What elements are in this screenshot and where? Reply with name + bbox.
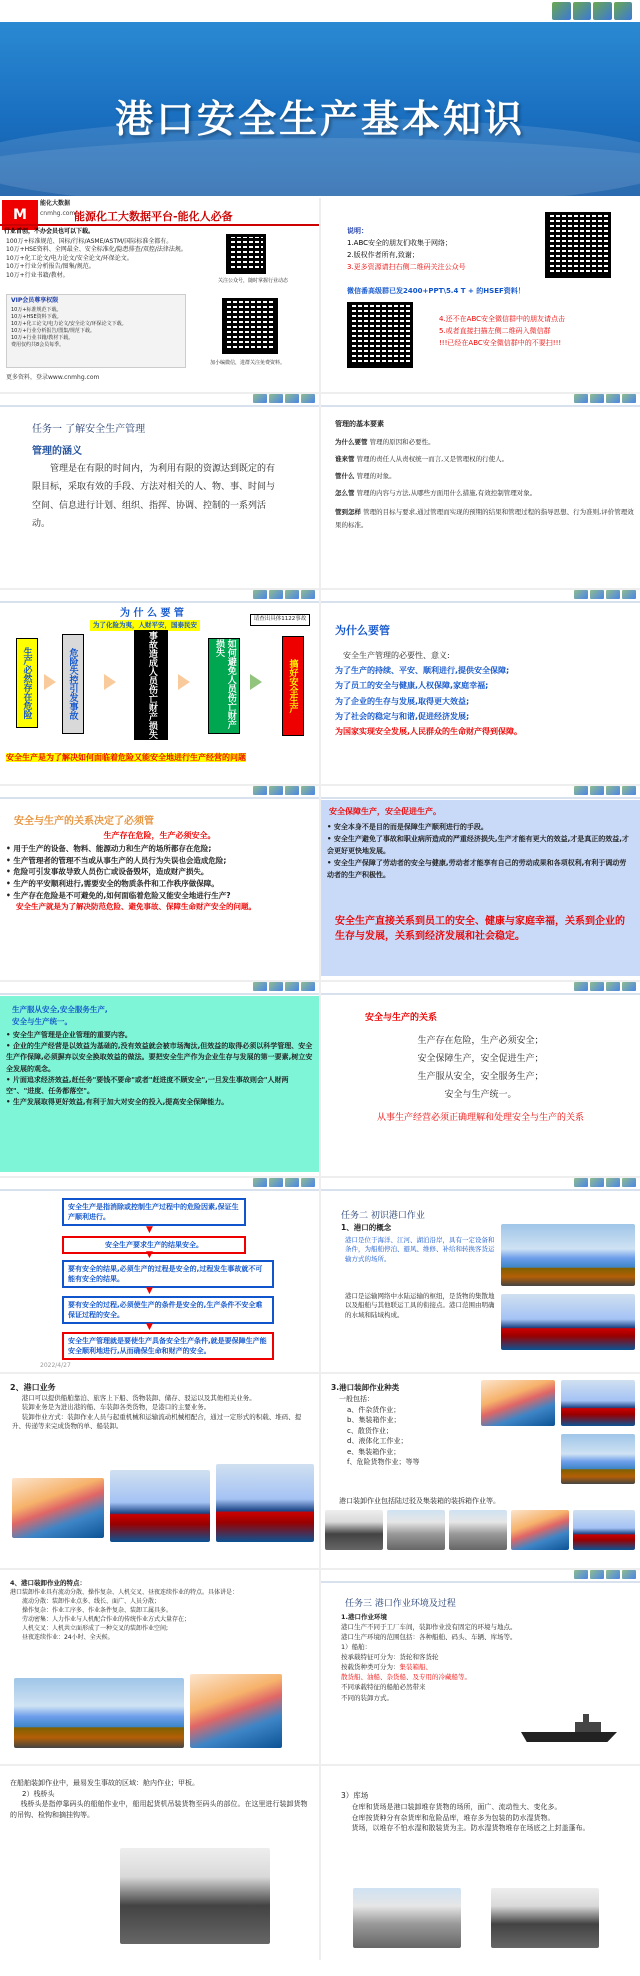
list-item: 不同的装卸方式。 (341, 1693, 393, 1702)
list-item: 10万+HSE资料、全网最全、安全标准化/隐患排查/双控/法律法规。 (6, 246, 187, 254)
flow-block: 搞好安全生产 (282, 636, 304, 736)
content-panel (0, 996, 319, 1172)
arrow-right-icon (250, 674, 262, 690)
slide-date: 2022/4/27 (40, 1362, 71, 1369)
section-subtitle: 3.港口装卸作业种类 (331, 1383, 400, 1392)
business-text (12, 1394, 312, 1432)
flow-box: 要有安全的过程,必须使生产的条件是安全的,生产条件不安全难保证过程的安全。 (62, 1296, 274, 1324)
intro-text: 安全生产管理的必要性、意义: (343, 651, 450, 660)
list-item: 管什么 管理的对象。 (335, 472, 396, 481)
divider (0, 1189, 319, 1191)
list-item: • 生产的平安顺利进行,需要安全的物质条件和工作秩序做保障。 (6, 878, 219, 888)
notes-line: !!!已经在ABC安全微信群中的不要扫!!! (439, 339, 562, 347)
slide-ad-platform (0, 198, 319, 392)
ad-perk-list (6, 238, 216, 280)
intro-text: 港口装卸作业具有流动分散、操作复杂、人机交叉、昼夜连续作业的特点。具体讲是： (10, 1589, 239, 1596)
header-logo-strip (574, 590, 636, 600)
notes-line: 5.或者直接扫描左侧二维码入微信群 (439, 327, 551, 335)
list-item: e、集装箱作业； (347, 1447, 401, 1456)
wechat-note: 微信番高级群已发2400+PPT\5.4 T + 的HSEF资料！ (347, 287, 525, 295)
list-item: c、散货作业； (347, 1426, 393, 1435)
port-photo (216, 1464, 314, 1542)
port-photo (14, 1678, 184, 1748)
flow-block: 生产必然存在危险 (16, 638, 38, 728)
relation-lines (321, 1032, 640, 1104)
body-paragraph: 仓库和货场是港口装卸堆存货物的场所，面广、流动性大、变化多。 (351, 1803, 562, 1811)
slide-relation (321, 982, 640, 1176)
task-title: 任务三 港口作业环境及过程 (345, 1599, 456, 1609)
header-logo-strip (253, 590, 315, 600)
list-item: • 企业的生产经营是以效益为基础的,没有效益就会被市场淘汰,但效益的取得必须以科学管理、安全生产作保障,必须摒弃以安全换取效益的做法。要把安全生产作为企业生存与发展的第一要素,树立安全发展的观念。 (6, 1042, 313, 1073)
list-item: a、件杂货作业； (347, 1405, 401, 1414)
divider (321, 1581, 640, 1583)
divider (0, 993, 319, 995)
flow-box: 安全生产是指消除或控制生产过程中的危险因素,保证生产顺利进行。 (62, 1198, 246, 1226)
flow-box: 安全生产要求生产的结果安全。 (62, 1236, 246, 1254)
header-logo-strip (574, 982, 636, 992)
list-item: • 用于生产的设备、物料、能源动力和生产的场所都存在危险; (6, 844, 212, 853)
slide-task2 (321, 1178, 640, 1372)
list-item: • 生产管理者的管理不当或从事生产的人员行为失误也会造成危险; (6, 855, 227, 865)
list-item: • 生产存在危险是不可避免的,如何面临着危险又能安全地进行生产? (6, 890, 231, 900)
list-item: 10万+标准规范下载。 (11, 307, 62, 314)
ad-free-note: 行业首创，不办会员也可以下载。 (4, 228, 95, 235)
list-item: 怎么管 管理的内容与方法,从哪些方面用什么措施,有效控制管理对象。 (335, 489, 537, 498)
list-item: • 片面追求经济效益,赶任务"要钱不要命"或者"赶进度不顾安全",一旦发生事故则会"人财两空"、"进度、任务都落空"。 (6, 1075, 289, 1095)
section-subtitle: 2、港口业务 (10, 1383, 56, 1392)
warehouse-text (341, 1802, 635, 1834)
list-item: • 安全生产避免了事故和职业病所造成的严重经济损失,生产才能有更大的效益,才是真正的效益,才会更好更快地发展。 (327, 834, 629, 855)
list-item: 不同承载特征的船舶必然带来 (341, 1683, 426, 1692)
slide-trestle (0, 1766, 319, 1960)
ad-headline: 能源化工大数据平台-能化人必备 (74, 210, 233, 223)
list-item: 人机交叉：人机共立面形成了一种交叉的装卸作业空间; (22, 1625, 169, 1632)
key-message: 安全生产直接关系到员工的安全、健康与家庭幸福，关系到企业的生存与发展，关系到经济发展和社会稳定。 (335, 916, 625, 942)
divider (0, 224, 319, 226)
divider (321, 993, 640, 995)
list-item: 港口生产不同于工厂车间，装卸作业没有固定的环境与地点。 (341, 1623, 517, 1632)
qr-code-icon (226, 234, 266, 274)
conclusion: 从事生产经营必须正确理解和处理安全与生产的关系 (376, 1113, 584, 1123)
env-text (341, 1612, 635, 1703)
list-item: 为了社会的稳定与和谐,促进经济发展; (335, 711, 470, 721)
task-title: 任务二 初识港口作业 (341, 1211, 425, 1221)
page-title: 港口安全生产基本知识 (114, 97, 525, 141)
list-item: 10万+行业分析报告/图集/规范。 (6, 263, 95, 271)
divider (0, 784, 640, 786)
list-item: 为了员工的安全与健康,人权保障,家庭幸福; (335, 681, 489, 691)
flow-block: 事故造成人员伤亡财产损失 (134, 630, 168, 740)
header-logo-strip (574, 394, 636, 404)
port-photo (190, 1674, 282, 1748)
arrow-down-icon: ▼ (146, 1322, 153, 1332)
decor-wave (0, 138, 640, 196)
arrow-right-icon (178, 674, 190, 690)
body-paragraph: 货场，以堆存不怕水湿和散装货为主。防水湿货物堆存在场底之上封盖蓬布。 (351, 1824, 590, 1832)
body-paragraph: 栈桥头是指停靠码头的船舶作业中，船用起货机吊装货物至码头的部位。在这里进行装卸货物的吊钩、检钩和摘挂钩等。 (10, 1800, 308, 1819)
why-list (335, 648, 635, 739)
trestle-text (10, 1778, 310, 1820)
slide-relation-must (0, 786, 319, 980)
list-item: 散货船、油船、杂货船、及专用的冷藏船等。 (341, 1673, 471, 1682)
slide-why-manage (321, 590, 640, 784)
divider (319, 198, 321, 1960)
port-photo (561, 1434, 635, 1484)
serve-list (6, 1030, 314, 1108)
list-item: 按承载特征可分为：货轮和客货轮 (341, 1653, 439, 1662)
elements-list (335, 438, 635, 531)
arrow-down-icon: ▼ (146, 1286, 153, 1296)
list-item: • 安全生产保障了劳动者的安全与健康,劳动者才能享有自己的劳动成果和各项权利,有利于调动劳动者的生产积极性。 (327, 858, 627, 879)
header-logo-strip (253, 1178, 315, 1188)
notes-heading: 说明： (347, 227, 368, 235)
slide-warehouse (321, 1766, 640, 1960)
body-paragraph: 港口装卸作业包括陆过驳及集装箱的装拆箱作业等。 (339, 1497, 500, 1505)
list-item: 为什么要管 管理的原因和必要性。 (335, 438, 435, 446)
divider (0, 1764, 640, 1766)
slide-title: 安全与生产的关系决定了必须管 (14, 816, 154, 827)
port-photo (325, 1510, 383, 1550)
slide-port-business (0, 1374, 319, 1568)
body-paragraph: 装卸作业方式：装卸作业人员与起重机械和运输流动机械相配合，通过一定形式的积载、堆码、提升、传递等来完成货物的单、船装卸。 (12, 1412, 302, 1431)
list-item: 10万+HSE资料下载。 (11, 314, 62, 321)
list-item: 生产服从安全，安全服务生产； (417, 1072, 544, 1082)
list-item: 10万+行业分析报告/图集/规范下载。 (11, 328, 95, 335)
port-photo (110, 1470, 210, 1542)
divider (0, 392, 640, 394)
list-item: 100万+标准规范、国标/行标/ASME/ASTM/国际标准全都有。 (6, 238, 173, 245)
slide-notes (321, 198, 640, 392)
task-title: 任务一 了解安全生产管理 (32, 424, 146, 435)
list-item: b、集装箱作业； (347, 1416, 401, 1424)
body-paragraph: 港口可以提供船舶靠泊、旅客上下船、货物装卸、储存、驳运以及其他相关业务。 (21, 1394, 256, 1402)
ad-footer[interactable]: 更多资料，登录www.cnmhg.com (6, 374, 100, 381)
header-logo-strip (574, 786, 636, 796)
port-photo (481, 1380, 555, 1426)
list-item: 10万+行业书籍/教材。 (6, 271, 69, 279)
section-subtitle: 安全与生产统一。 (12, 1017, 72, 1026)
list-item: 管到怎样 管理的目标与要求,通过管理而实现的预期的结果和管理过程的指导思想、行为准则,评价管理效果的标准。 (335, 508, 634, 529)
flow-block: 危险失控引发事故 (62, 634, 84, 734)
qr-code-icon (545, 212, 611, 278)
port-photo (387, 1510, 445, 1550)
header-logo-strip (574, 1178, 636, 1188)
slide-elements (321, 394, 640, 588)
body-paragraph: 仓库按货种分有杂货库和危险品库，堆存多为包装的防水湿货物。 (351, 1813, 555, 1822)
section-subtitle: 4、港口装卸作业的特点： (10, 1579, 87, 1587)
port-photo (12, 1478, 104, 1538)
header-logo-strip (253, 786, 315, 796)
list-item: 昼夜连续作业：24小时、全天候。 (22, 1634, 114, 1641)
port-photo (511, 1510, 569, 1550)
features-list (10, 1588, 310, 1642)
promote-list (327, 822, 633, 881)
arrow-down-icon: ▼ (146, 1250, 153, 1260)
arrow-right-icon (44, 674, 56, 690)
arrow-down-icon: ▼ (146, 1225, 153, 1235)
ship-illustration-icon (521, 1720, 617, 1742)
header-logo-strip (253, 394, 315, 404)
brand-site: cnmhg.com (40, 210, 76, 217)
port-photo (491, 1888, 599, 1948)
divider (0, 1372, 640, 1374)
list-item: • 生产发展取得更好效益,有利于加大对安全的投入,提高安全保障能力。 (6, 1098, 229, 1107)
notes-line: 3.更多资源请扫右侧二维码关注公众号 (347, 263, 466, 271)
port-photo (449, 1510, 507, 1550)
slide-safety-promotes (321, 786, 640, 980)
divider (0, 405, 319, 407)
list-item: 为国家实现安全发展,人民群众的生命财产得到保障。 (335, 726, 523, 736)
relation-list (6, 843, 316, 913)
divider (0, 601, 319, 603)
slide-why-manage-diagram (0, 590, 319, 784)
notes-line: 2.版权作者所有,致谢； (347, 251, 419, 259)
list-item: 10万+行业书籍/教材下载。 (11, 335, 74, 342)
flow-box: 要有安全的结果,必须生产的过程是安全的,过程发生事故就不可能有安全的结果。 (62, 1260, 274, 1288)
list-item: 10万+化工论文/电力论文/安全论文/环保论文下载。 (11, 321, 127, 328)
slide-operation-types (321, 1374, 640, 1568)
divider (321, 601, 640, 603)
qr-caption: 关注公众号，随时掌握行业动态 (218, 278, 289, 284)
conclusion: 安全生产就是为了解决防范危险、避免事故、保障生命财产安全的问题。 (16, 902, 256, 912)
top-strip (0, 0, 640, 22)
list-item: 1）船舶： (341, 1643, 372, 1652)
brand-logo: M (2, 200, 38, 230)
body-paragraph: 港口是运输网络中水陆运输的枢纽，是货物的集散地以及船舶与其他联运工具的衔接点。港口范围由明确的水域和陆域构成。 (345, 1292, 495, 1319)
list-item: 按载货种类可分为：集装箱船、 (341, 1663, 432, 1672)
types-list (339, 1394, 419, 1468)
tagline: 为了化险为夷，人财平安，国泰民安 (90, 620, 200, 631)
body-paragraph: 港口是位于海洋、江河、湖泊沿岸，具有一定设备和条件，为船舶停泊、避风、维修、补给和转换客货运输方式的场所。 (345, 1236, 495, 1263)
port-photo (501, 1224, 635, 1286)
slide-title: 管理的基本要素 (335, 420, 384, 428)
qr-code-icon (347, 302, 413, 368)
intro-text: 一般包括： (339, 1395, 374, 1403)
list-item: 操作复杂：作业工序多、作业条件复杂、装卸工属具多。 (22, 1607, 173, 1614)
flow-block: 如何避免人员伤亡财产损失 (208, 638, 240, 734)
slide-title: 生产服从安全,安全服务生产, (12, 1005, 108, 1014)
list-item: 港口生产环境的范围包括：各种船舶、码头、车辆、库场等。 (341, 1633, 517, 1642)
slide-title: 为 什 么 要 管 (120, 608, 184, 619)
qr-caption: 加小编微信，进群关注免费资料。 (210, 360, 286, 366)
body-paragraph: 装卸业务是为进出港的船、车装卸各类货物，是港口的主要业务。 (21, 1403, 211, 1412)
slide-title: 安全保障生产，安全促进生产。 (329, 807, 441, 816)
brand-name: 能化大数据 (40, 200, 71, 207)
slide-operation-features (0, 1570, 319, 1764)
list-item: 劳动密集：人力作业与人机配合作业的传统作业方式大量存在； (22, 1616, 191, 1623)
section-subtitle: 3）库场 (341, 1791, 369, 1800)
list-item: 10万+化工论文/电力论文/安全论文/环保论文。 (6, 254, 133, 262)
header-logo-strip (552, 2, 632, 20)
slide-task3 (321, 1570, 640, 1764)
port-photo (353, 1888, 461, 1948)
slide-safe-production-flow (0, 1178, 319, 1372)
vip-title: VIP会员尊享权限 (11, 297, 59, 304)
list-item: • 安全本身不是目的而是保障生产顺利进行的手段。 (327, 823, 488, 831)
slide-production-serve (0, 982, 319, 1176)
list-item: 为了生产的持续、平安、顺利进行,提供安全保障; (335, 666, 510, 676)
notes-line: 1.ABC安全的朋友们收集于网络； (347, 239, 453, 247)
list-item: 为了企业的生存与发展,取得更大效益; (335, 696, 470, 706)
divider (0, 980, 640, 982)
port-photo (120, 1848, 270, 1944)
qr-code-icon (222, 298, 278, 354)
list-item: 费用仅约共8会员每季。 (11, 342, 65, 349)
divider (321, 797, 640, 799)
list-item: 谁来管 管理的责任人从责权统一而言,又是管理权的行使人。 (335, 455, 509, 464)
divider (0, 588, 640, 590)
divider (321, 405, 640, 407)
arrow-right-icon (104, 674, 116, 690)
divider (321, 1189, 640, 1191)
list-item: 安全与生产统一。 (444, 1090, 517, 1100)
list-item: • 安全生产管理是企业管理的重要内容。 (6, 1031, 132, 1039)
content-panel (321, 800, 640, 976)
slide-task1 (0, 394, 319, 588)
port-photo (501, 1294, 635, 1350)
port-photo (561, 1380, 635, 1426)
section-subtitle: 1、港口的概念 (341, 1223, 392, 1232)
slide-title: 为什么要管 (335, 624, 390, 637)
list-item: f、危险货物作业；等等 (347, 1458, 420, 1466)
title-slide (0, 0, 640, 196)
list-item: • 危险可引发事故导致人员伤亡或设备毁坏，造成财产损失。 (6, 867, 209, 877)
list-item: 安全保障生产，安全促进生产； (417, 1054, 544, 1064)
divider (0, 1176, 640, 1178)
flow-box: 安全生产管理就是要使生产具备安全生产条件,就是要保障生产能安全顺利地进行,从而确保生命和财产的安全。 (62, 1332, 274, 1360)
body-paragraph: 管理是在有限的时间内，为利用有限的资源达到既定的有限目标，采取有效的手段、方法对相关的人、物、事、时间与空间、信息进行计划、组织、指挥、协调、控制的一系列活动。 (32, 464, 276, 530)
notes-line: 4.还不在ABC安全微信群中的朋友请点击 (439, 315, 566, 323)
header-logo-strip (574, 1570, 636, 1580)
slide-footer: 安全生产是为了解决如何面临着危险又能安全地进行生产经营的问题 (6, 753, 246, 762)
divider (0, 1568, 640, 1570)
list-item: 生产存在危险，生产必须安全； (417, 1036, 544, 1046)
body-paragraph: 在船舶装卸作业中，最易发生事故的区域：舱内作业；甲板。 (10, 1779, 199, 1787)
section-subtitle: 管理的涵义 (32, 446, 82, 457)
section-subtitle: 生产存在危险，生产必须安全。 (103, 831, 216, 840)
divider (0, 797, 319, 799)
list-item: 流动分散：装卸作业点多、线长、面广、人员分散； (22, 1598, 161, 1605)
slide-title: 安全与生产的关系 (365, 1013, 438, 1023)
section-subtitle: 1.港口作业环境 (341, 1613, 387, 1621)
callout-bubble: 请查出具体1122事故 (250, 614, 310, 626)
header-logo-strip (253, 982, 315, 992)
list-item: d、液体化工作业； (347, 1437, 408, 1445)
section-subtitle: 2）栈桥头 (22, 1789, 55, 1798)
vip-panel (6, 294, 186, 368)
port-photo (573, 1510, 635, 1550)
